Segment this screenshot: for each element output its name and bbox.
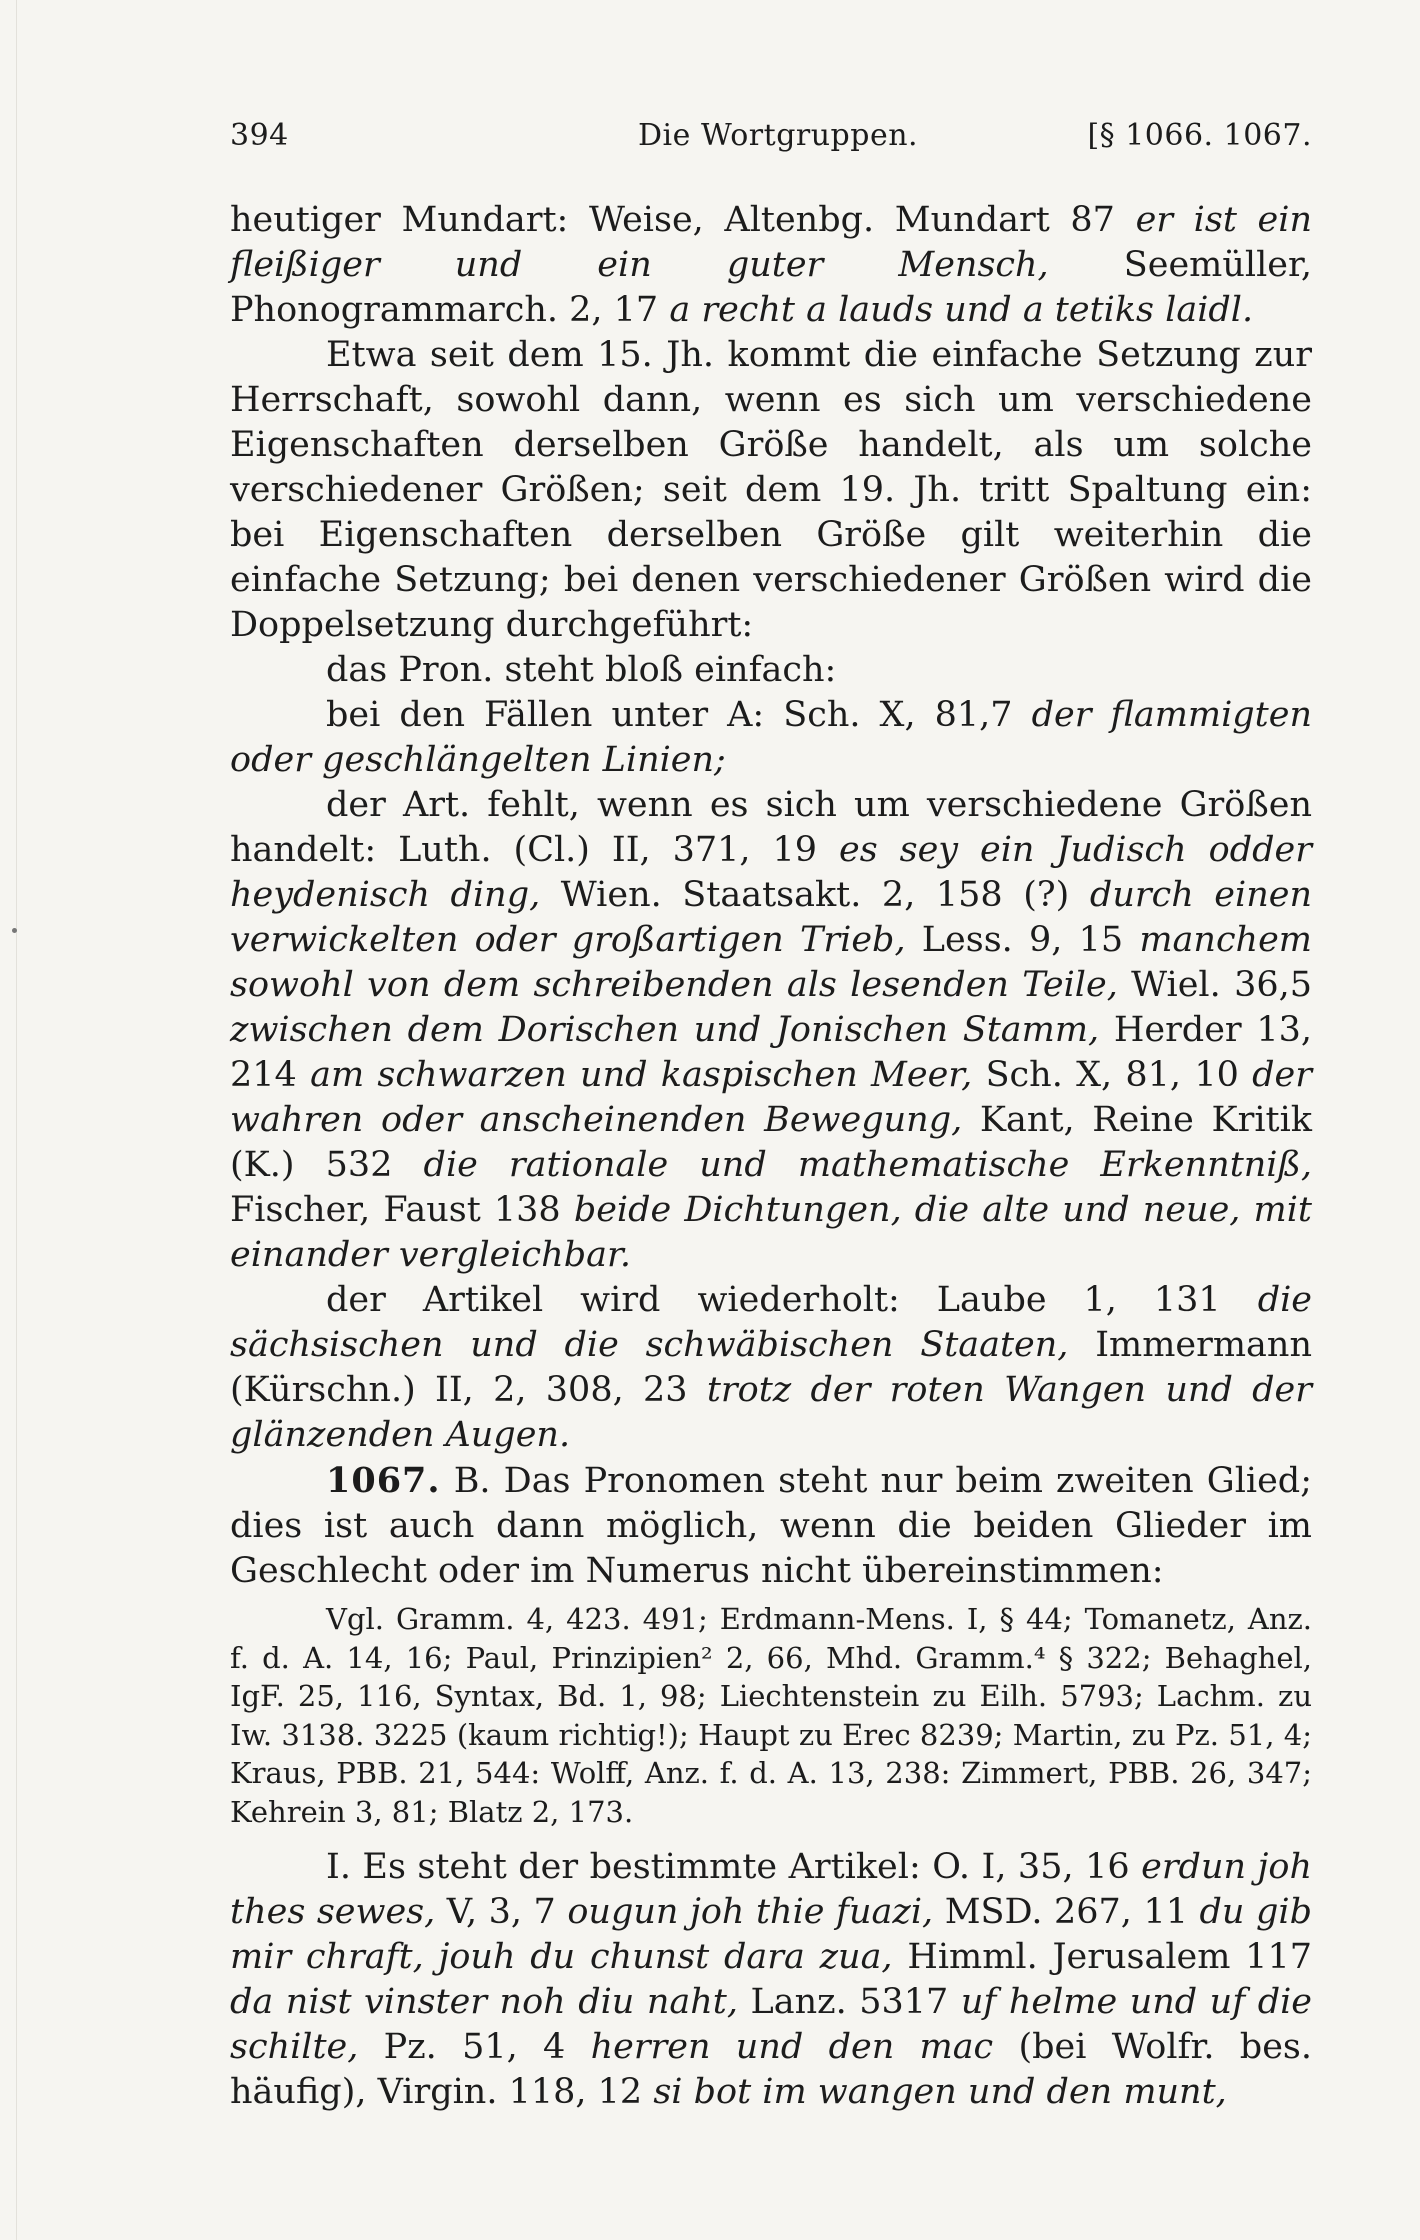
citation-quote: da nist vinster noh diu naht, (230, 1982, 738, 2022)
text-run: Lanz. 5317 (738, 1982, 961, 2022)
bibliography-notes (230, 1600, 1312, 1831)
paragraph-p4 (230, 693, 1312, 783)
page-number: 394 (230, 118, 289, 153)
text-run: Vgl. Gramm. 4, 423. 491; Erdmann-Mens. I, § 44; Tomanetz, Anz. f. d. A. 14, 16; Paul, Prinzipien² 2, 66, Mhd. Gramm.⁴ § 322; Behaghel, IgF. 25, 116, Syntax, Bd. 1, 98; Liechtenstein zu Eilh. 5793; Lachm. zu Iw. 3138. 3225 (kaum richtig!); Haupt zu Erec 8239; Martin, zu Pz. 51, 4; Kraus, PBB. 21, 544: Wolff, Anz. f. d. A. 13, 238: Zimmert, PBB. 26, 347; Kehrein 3, 81; Blatz 2, 173. (230, 1602, 1312, 1829)
text-run: Fischer, Faust 138 (230, 1190, 574, 1230)
section-reference: [§ 1066. 1067. (1087, 118, 1312, 153)
paragraph-p1 (230, 198, 1312, 333)
paragraph-p6 (230, 1278, 1312, 1458)
text-run: Wiel. 36,5 (1117, 965, 1312, 1005)
citation-quote: erdun joh thes sewes, (230, 1847, 1312, 1932)
citation-quote: der flammigten oder geschlängelten Linien; (230, 695, 1312, 780)
citation-quote: am schwarzen und kaspischen Meer, (310, 1055, 973, 1095)
citation-quote: die rationale und mathematische Erkenntniß, (423, 1145, 1312, 1185)
paragraph-p8 (230, 1845, 1312, 2115)
scan-edge-line (16, 0, 17, 2240)
text-run: Himml. Jerusalem 117 (892, 1937, 1312, 1977)
text-run: V, 3, 7 (435, 1892, 568, 1932)
text-run: das Pron. steht bloß einfach: (326, 650, 837, 690)
paragraph-p3 (230, 648, 1312, 693)
text-run: heutiger Mundart: Weise, Altenbg. Mundart 87 (230, 200, 1136, 240)
section-number: 1067. (326, 1460, 441, 1501)
text-run: Herder 13, 214 (230, 1010, 1312, 1095)
text-run: B. Das Pronomen steht nur beim zweiten Glied; dies ist auch dann möglich, wenn die beiden Glieder im Geschlecht oder im Numerus nicht übereinstimmen: (230, 1461, 1312, 1591)
citation-quote: er ist ein fleißiger und ein guter Mensch, (230, 200, 1312, 285)
running-title: Die Wortgruppen. (638, 118, 919, 153)
body-text (230, 198, 1312, 2115)
citation-quote: uf helme und uf die schilte, (230, 1982, 1313, 2067)
citation-quote: si bot im wangen und den munt, (653, 2072, 1227, 2112)
citation-quote: ougun joh thie fuazi, (567, 1892, 934, 1932)
text-run: der Artikel wird wiederholt: Laube 1, 131 (326, 1280, 1258, 1320)
citation-quote: zwischen dem Dorischen und Jonischen Stamm, (230, 1010, 1100, 1050)
running-header (230, 118, 1312, 168)
text-run: MSD. 267, 11 (933, 1892, 1200, 1932)
citation-quote: der wahren oder anscheinenden Bewegung, (230, 1055, 1312, 1140)
margin-speck (12, 928, 17, 933)
text-run: Less. 9, 15 (905, 920, 1140, 960)
text-run: bei den Fällen unter A: Sch. X, 81,7 (326, 695, 1032, 735)
citation-quote: herren und den mac (590, 2027, 994, 2067)
text-run: Immermann (Kürschn.) II, 2, 308, 23 (230, 1325, 1312, 1410)
citation-quote: trotz der roten Wangen und der glänzenden Augen. (230, 1370, 1312, 1455)
citation-quote: du gib mir chraft, jouh du chunst dara zua, (230, 1892, 1312, 1977)
text-run: Wien. Staatsakt. 2, 158 (?) (540, 875, 1090, 915)
text-run: Etwa seit dem 15. Jh. kommt die einfache Setzung zur Herrschaft, sowohl dann, wenn es sich um verschiedene Eigenschaften derselben Größe handelt, als um solche verschiedener Größen; seit dem 19. Jh. tritt Spaltung ein: bei Eigenschaften derselben Größe gilt weiterhin die einfache Setzung; bei denen verschiedener Größen wird die Doppelsetzung durchgeführt: (230, 335, 1312, 645)
citation-quote: a recht a lauds und a tetiks laidl. (669, 290, 1254, 330)
text-run: I. Es steht der bestimmte Artikel: O. I, 35, 16 (326, 1847, 1142, 1887)
notes-text (230, 1600, 1312, 1831)
text-run: Sch. X, 81, 10 (972, 1055, 1253, 1095)
paragraph-p7 (230, 1458, 1312, 1594)
citation-quote: beide Dichtungen, die alte und neue, mit einander vergleichbar. (230, 1190, 1312, 1275)
paragraph-p5 (230, 783, 1312, 1278)
text-run: Kant, Reine Kritik (K.) 532 (230, 1100, 1312, 1185)
text-run: der Art. fehlt, wenn es sich um verschiedene Größen handelt: Luth. (Cl.) II, 371, 19 (230, 785, 1312, 870)
citation-quote: durch einen verwickelten oder großartigen Trieb, (230, 875, 1313, 960)
citation-quote: es sey ein Judisch odder heydenisch ding, (230, 830, 1312, 915)
citation-quote: die sächsischen und die schwäbischen Staaten, (230, 1280, 1312, 1365)
citation-quote: manchem sowohl von dem schreibenden als lesenden Teile, (230, 920, 1312, 1005)
text-run: Seemüller, Phonogrammarch. 2, 17 (230, 245, 1313, 330)
paragraph-p2 (230, 333, 1312, 648)
text-run: Pz. 51, 4 (358, 2027, 591, 2067)
text-run: (bei Wolfr. bes. häufig), Virgin. 118, 12 (230, 2027, 1312, 2112)
